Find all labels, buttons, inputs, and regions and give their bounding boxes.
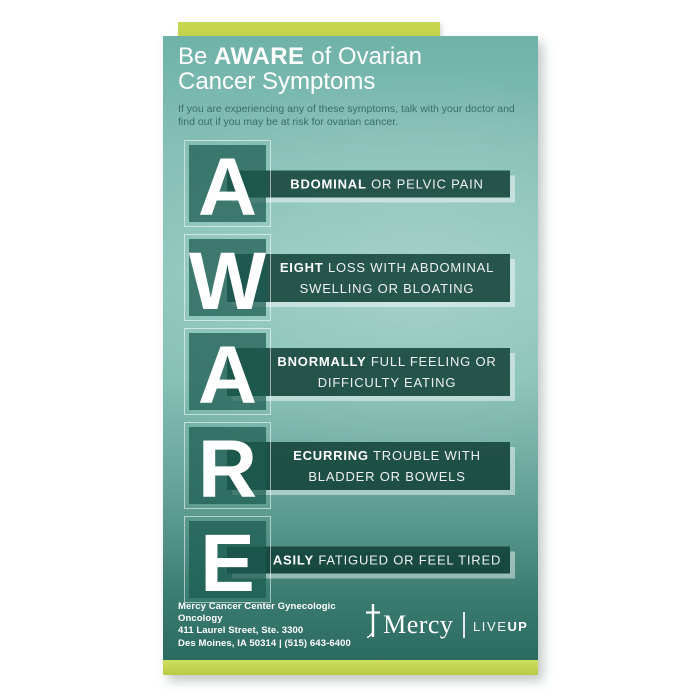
- contact-city-phone: Des Moines, IA 50314 | (515) 643-6400: [178, 637, 351, 649]
- logo-divider: [463, 612, 465, 638]
- mercy-logo: [364, 606, 528, 644]
- title-line2: Cancer Symptoms: [178, 68, 376, 95]
- symptom-row-abnormally: [189, 329, 510, 421]
- contact-address: 411 Laurel Street, Ste. 3300: [178, 625, 304, 637]
- letter-tile-w: [188, 235, 267, 327]
- symptom-text-line1: ECURRING TROUBLE WITH: [293, 447, 481, 463]
- poster-title: [178, 44, 523, 94]
- symptom-row-abdominal: [189, 141, 510, 233]
- top-accent-bar: [178, 22, 440, 36]
- letter-tile-a2: [189, 329, 266, 421]
- title-emphasis: AWARE: [214, 43, 305, 70]
- letter-tile-a1: [189, 141, 266, 233]
- mercy-wordmark: Mercy: [383, 610, 454, 640]
- symptom-text-line2: SWELLING OR BLOATING: [299, 280, 475, 296]
- symptom-row-weight: [188, 235, 510, 327]
- bottom-accent-bar: [163, 660, 538, 675]
- tile-letter: R: [197, 423, 258, 515]
- subtitle-line1: If you are experiencing any of these symptoms, talk with your doctor and: [178, 103, 515, 115]
- mercy-cross-icon: [364, 602, 380, 640]
- symptom-text-line1: EIGHT LOSS WITH ABDOMINAL: [279, 259, 495, 275]
- title-pre: Be: [178, 43, 215, 70]
- symptom-text-line2: DIFFICULTY EATING: [317, 374, 457, 390]
- symptom-row-easily: [189, 517, 510, 609]
- symptom-text-line1: BNORMALLY FULL FEELING OR: [277, 353, 497, 369]
- tile-letter: W: [188, 235, 267, 327]
- subtitle-line2: find out if you may be at risk for ovarian cancer.: [178, 116, 399, 128]
- tile-letter: A: [197, 141, 258, 233]
- letter-tile-e: [189, 517, 266, 609]
- poster-header: [178, 44, 523, 129]
- poster-subtitle: [178, 103, 523, 129]
- title-post: of Ovarian: [304, 43, 422, 70]
- poster-sheet: [163, 36, 538, 675]
- symptom-text-line1: ASILY FATIGUED OR FEEL TIRED: [272, 552, 502, 567]
- symptom-text-line1: BDOMINAL OR PELVIC PAIN: [290, 176, 484, 191]
- poster-body: [163, 36, 538, 660]
- symptom-text-line2: BLADDER OR BOWELS: [308, 468, 466, 484]
- tile-letter: A: [197, 329, 258, 421]
- symptom-row-recurring: [189, 423, 510, 515]
- poster: [163, 22, 538, 675]
- tile-letter: E: [200, 517, 255, 609]
- contact-org: Mercy Cancer Center Gynecologic Oncology: [178, 600, 336, 625]
- liveup-tagline: LIVEUP: [472, 618, 528, 634]
- letter-tile-r: [189, 423, 266, 515]
